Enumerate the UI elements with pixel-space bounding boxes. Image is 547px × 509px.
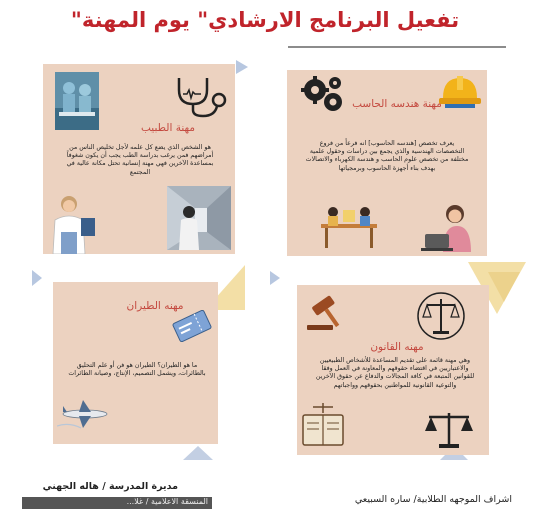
stethoscope-icon [173, 74, 229, 118]
surgeons-photo [55, 72, 99, 130]
title-divider [288, 46, 506, 48]
principal-signature-line: مديرة المدرسة / هاله الجهني [42, 481, 178, 492]
woman-with-laptop-illustration [419, 202, 481, 252]
card-title-aviation: مهنه الطيران [126, 300, 184, 312]
counselor-signature-line: اشراف الموجهه الطلابية/ ساره السبيعي [354, 494, 512, 505]
page-title: تفعيل البرنامج الارشادي" يوم المهنة" [70, 8, 460, 32]
airplane-icon [57, 398, 111, 432]
card-text-law: وهي مهنة قائمة على تقديم المساعدة للأشخاص الطبيعيين والاعتباريين في اقتضاء حقوقهم والمعاونة في العمل وفقا للقوانين المتبعة في كافة المجالات والدفاع عن حقوق الآخرين والتوعية القانونية للمواطنين بحقوقهم وواجباتهم [315, 357, 475, 389]
scales-of-justice-emblem-icon [415, 291, 467, 341]
blue-triangle-decoration [270, 271, 280, 285]
balance-scale-icon [423, 409, 475, 449]
card-law [297, 285, 489, 455]
boarding-pass-icon [171, 310, 213, 342]
gavel-icon [305, 291, 349, 331]
hospital-corridor-photo [167, 186, 231, 250]
media-coordinator-strip: المنسقة الاعلامية / غلا... [22, 497, 212, 509]
card-doctor [43, 64, 235, 254]
doctor-with-clipboard-illustration [43, 192, 107, 254]
card-aviation [53, 282, 218, 444]
card-title-law: مهنه القانون [370, 341, 424, 353]
card-text-doctor: هو الشخص الذي يضع كل علمه لأجل تخليص الناس من أمراضهم فمن يرغب بدراسة الطب يجب أن يكون شغوفاً بمساعدة الآخرين فهي مهنة إنسانية تحتل مكانة عالية في المجتمع [66, 144, 214, 176]
card-text-computer-engineering: يعرف تخصص [هندسه الحاسوب] انه فرعاً من فروع التخصصات الهندسية والذي يجمع بين دراسات وحقول علمية مختلفة من تخصص علوم الحاسب و هندسة الكهرباء والاتصالات بهدف بناء أجهزة الحاسوب وبرمجياتها [305, 140, 469, 172]
card-title-doctor: مهنة الطبيب [141, 122, 195, 134]
engineers-illustration [313, 204, 385, 250]
card-title-computer-engineering: مهنة هندسه الحاسب [352, 98, 442, 110]
blue-triangle-decoration [183, 446, 213, 460]
card-computer-engineering [287, 70, 487, 256]
blue-triangle-decoration [236, 60, 248, 74]
blue-triangle-decoration [32, 270, 42, 286]
law-book-icon [299, 401, 347, 449]
card-text-aviation: ما هو الطيران؟ الطيران هو فن أو علم التحليق بالطائرات، ويشمل التصميم، الإنتاج، وصيانة الطائرات [68, 362, 206, 378]
